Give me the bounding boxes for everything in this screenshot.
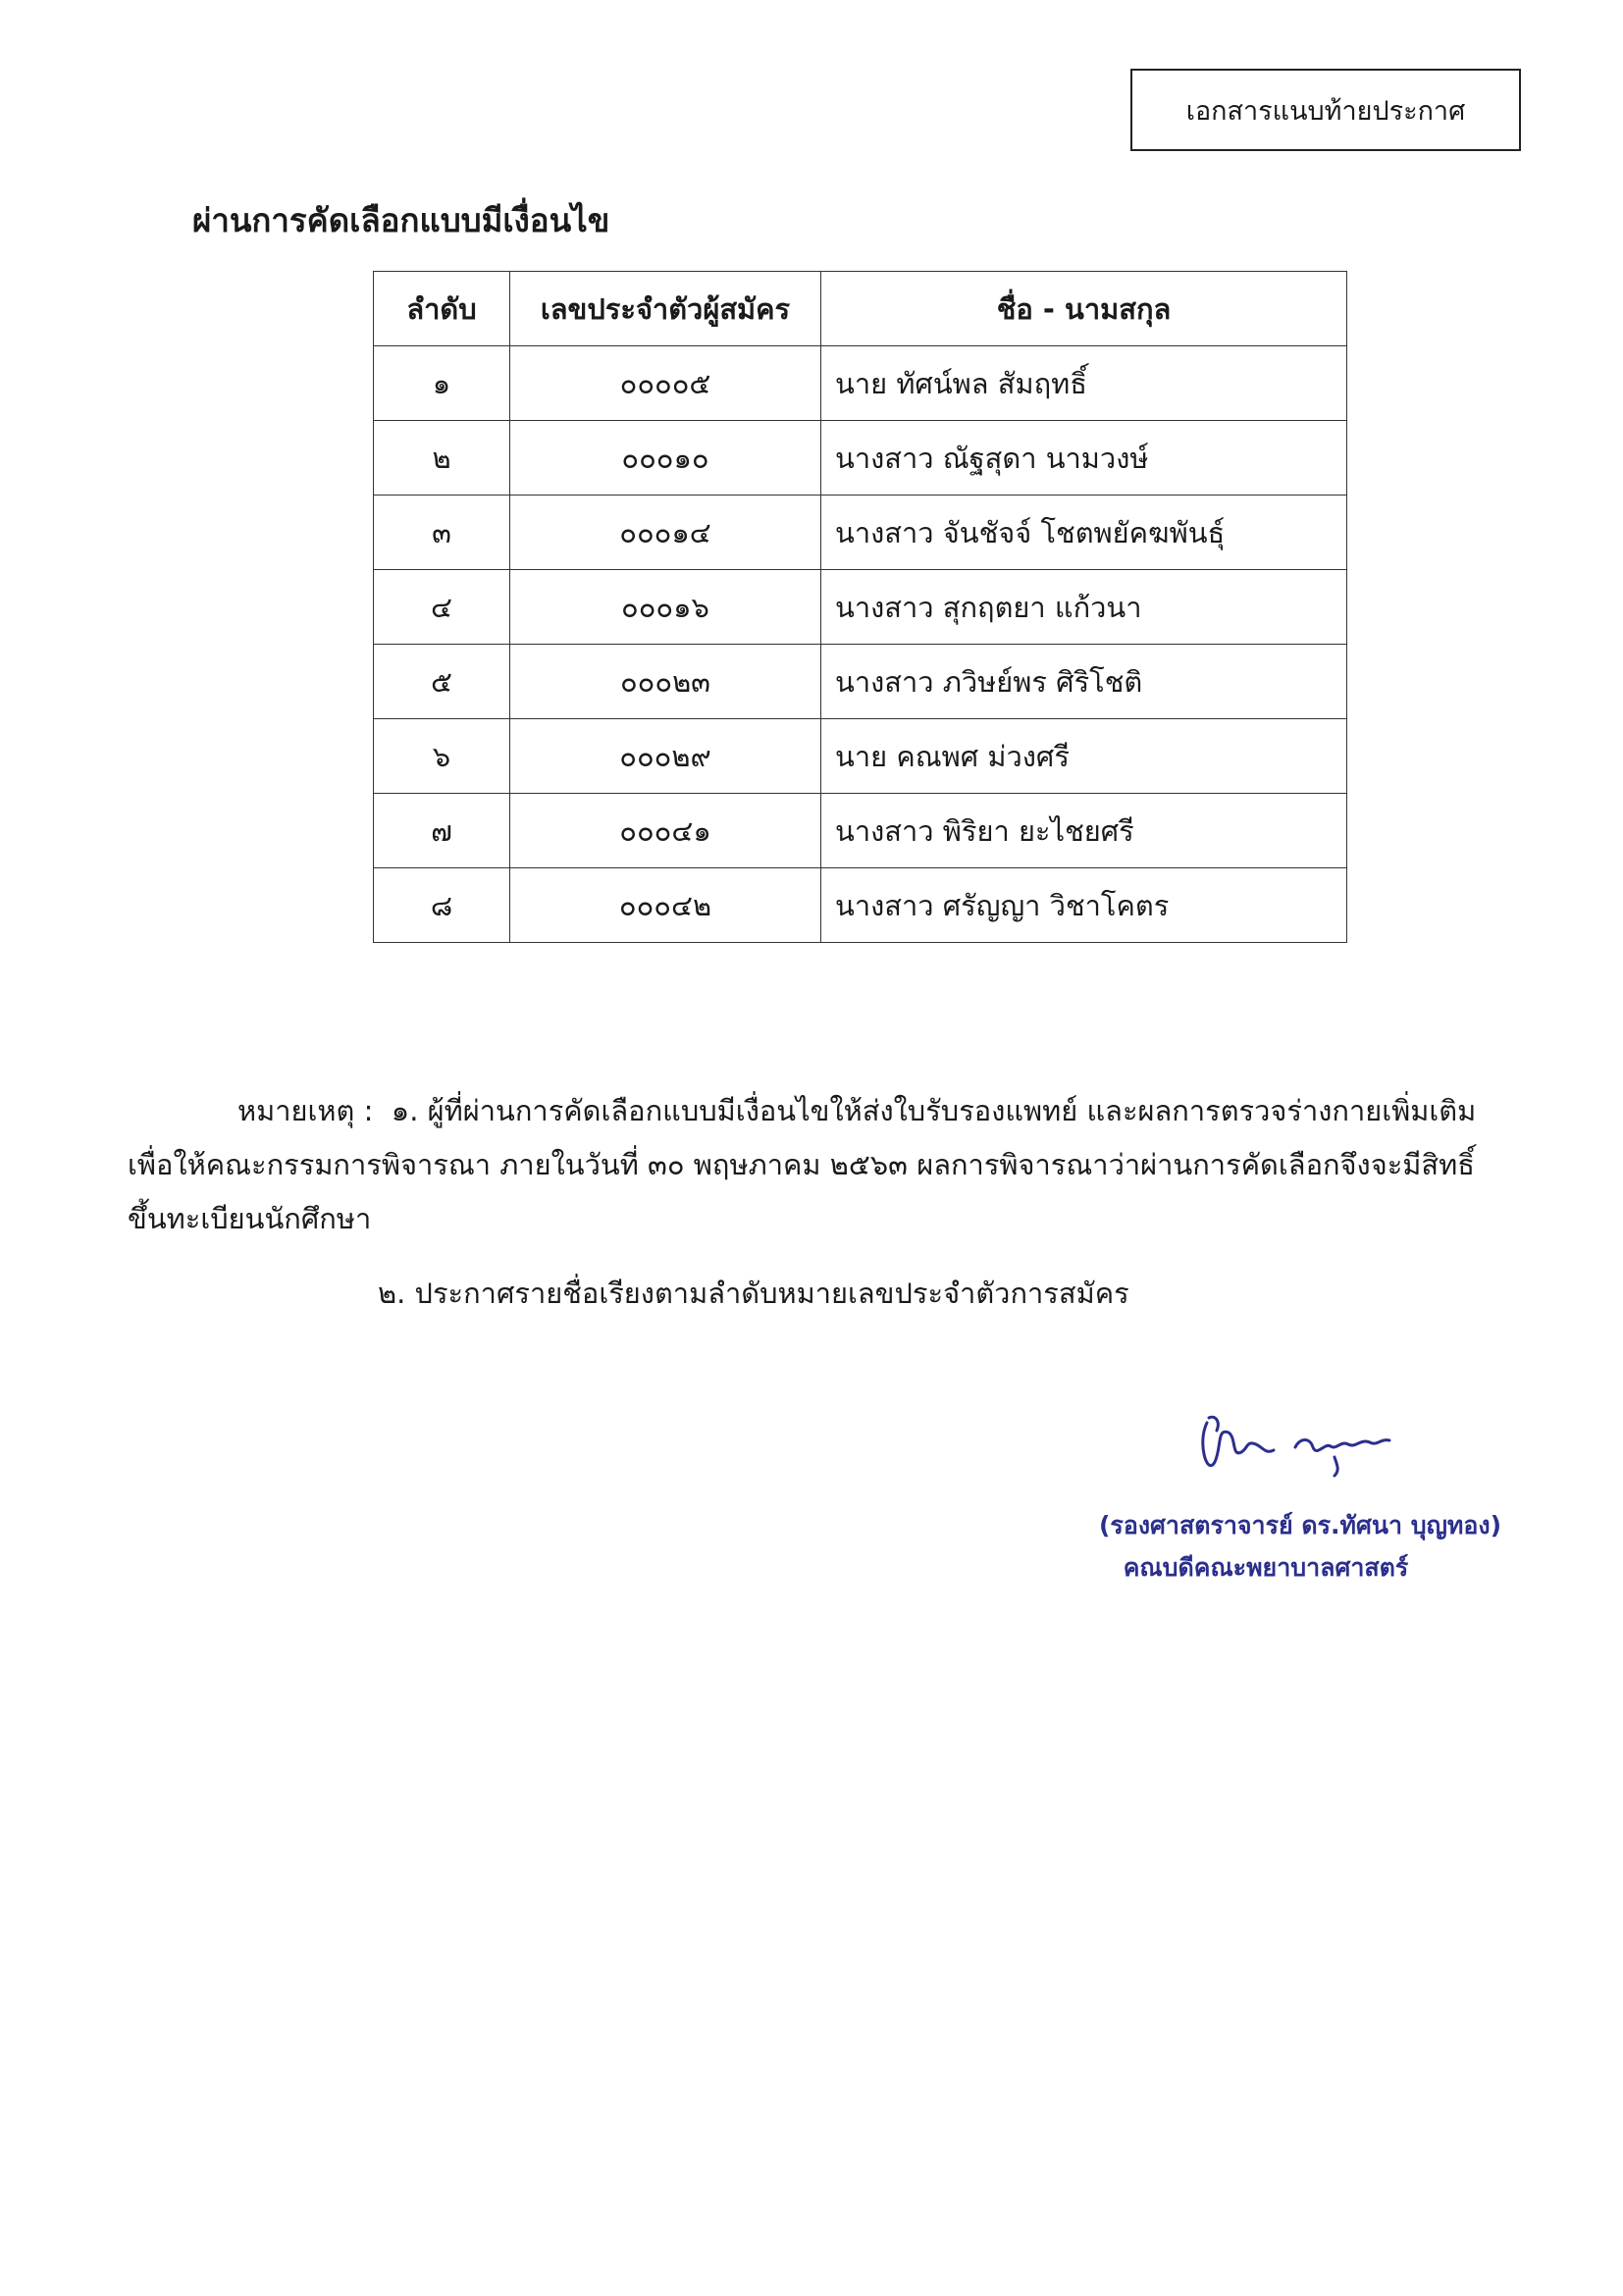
row-order: ๗: [374, 794, 510, 868]
note-paragraph: [128, 1084, 1501, 1246]
signer-name: (รองศาสตราจารย์ ดร.ทัศนา บุญทอง): [1098, 1511, 1502, 1539]
row-name: นางสาว ศรัญญา วิชาโคตร: [821, 868, 1347, 943]
signature-image: [1187, 1403, 1403, 1482]
attachment-label: เอกสารแนบท้ายประกาศ: [1185, 95, 1466, 127]
signer-title: คณบดีคณะพยาบาลศาสตร์: [1123, 1553, 1409, 1582]
row-order: ๕: [374, 645, 510, 719]
column-header-order: ลำดับ: [374, 272, 510, 346]
column-header-name: ชื่อ - นามสกุล: [821, 272, 1347, 346]
table-row: [374, 346, 1347, 421]
results-table: [373, 271, 1347, 943]
row-order: ๖: [374, 719, 510, 794]
table-row: [374, 794, 1347, 868]
row-name: นางสาว ณัฐสุดา นามวงษ์: [821, 421, 1347, 496]
table-row: [374, 496, 1347, 570]
row-name: นาย คณพศ ม่วงศรี: [821, 719, 1347, 794]
row-applicant-id: ๐๐๐๑๔: [510, 496, 821, 570]
note-label: หมายเหตุ :: [237, 1094, 374, 1127]
row-name: นางสาว พิริยา ยะไชยศรี: [821, 794, 1347, 868]
row-name: นางสาว ภวิษย์พร ศิริโชติ: [821, 645, 1347, 719]
table-row: [374, 645, 1347, 719]
row-applicant-id: ๐๐๐๒๓: [510, 645, 821, 719]
table-row: [374, 421, 1347, 496]
attachment-label-box: [1130, 69, 1521, 151]
table-row: [374, 868, 1347, 943]
row-order: ๔: [374, 570, 510, 645]
row-name: นาย ทัศน์พล สัมฤทธิ์: [821, 346, 1347, 421]
row-applicant-id: ๐๐๐๑๐: [510, 421, 821, 496]
row-applicant-id: ๐๐๐๔๑: [510, 794, 821, 868]
table-header-row: [374, 272, 1347, 346]
note-item-1: ๑. ผู้ที่ผ่านการคัดเลือกแบบมีเงื่อนไขให้ส่งใบรับรองแพทย์ และผลการตรวจร่างกายเพิ่มเติมเพื่อให้คณะกรรมการพิจารณา ภายในวันที่ ๓๐ พฤษภาคม ๒๕๖๓ ผลการพิจารณาว่าผ่านการคัดเลือกจึงจะมีสิทธิ์ขึ้นทะเบียนนักศึกษา: [128, 1094, 1477, 1235]
table-row: [374, 719, 1347, 794]
column-header-applicant-id: เลขประจำตัวผู้สมัคร: [510, 272, 821, 346]
row-order: ๘: [374, 868, 510, 943]
row-name: นางสาว จันชัจจ์ โชตพยัคฆพันธุ์: [821, 496, 1347, 570]
table-row: [374, 570, 1347, 645]
row-applicant-id: ๐๐๐๔๒: [510, 868, 821, 943]
note-item-2: ๒. ประกาศรายชื่อเรียงตามลำดับหมายเลขประจำตัวการสมัคร: [378, 1277, 1129, 1310]
section-title: ผ่านการคัดเลือกแบบมีเงื่อนไข: [192, 201, 610, 239]
row-applicant-id: ๐๐๐๑๖: [510, 570, 821, 645]
row-order: ๓: [374, 496, 510, 570]
row-order: ๒: [374, 421, 510, 496]
row-name: นางสาว สุกฤตยา แก้วนา: [821, 570, 1347, 645]
row-applicant-id: ๐๐๐๒๙: [510, 719, 821, 794]
row-order: ๑: [374, 346, 510, 421]
row-applicant-id: ๐๐๐๐๕: [510, 346, 821, 421]
